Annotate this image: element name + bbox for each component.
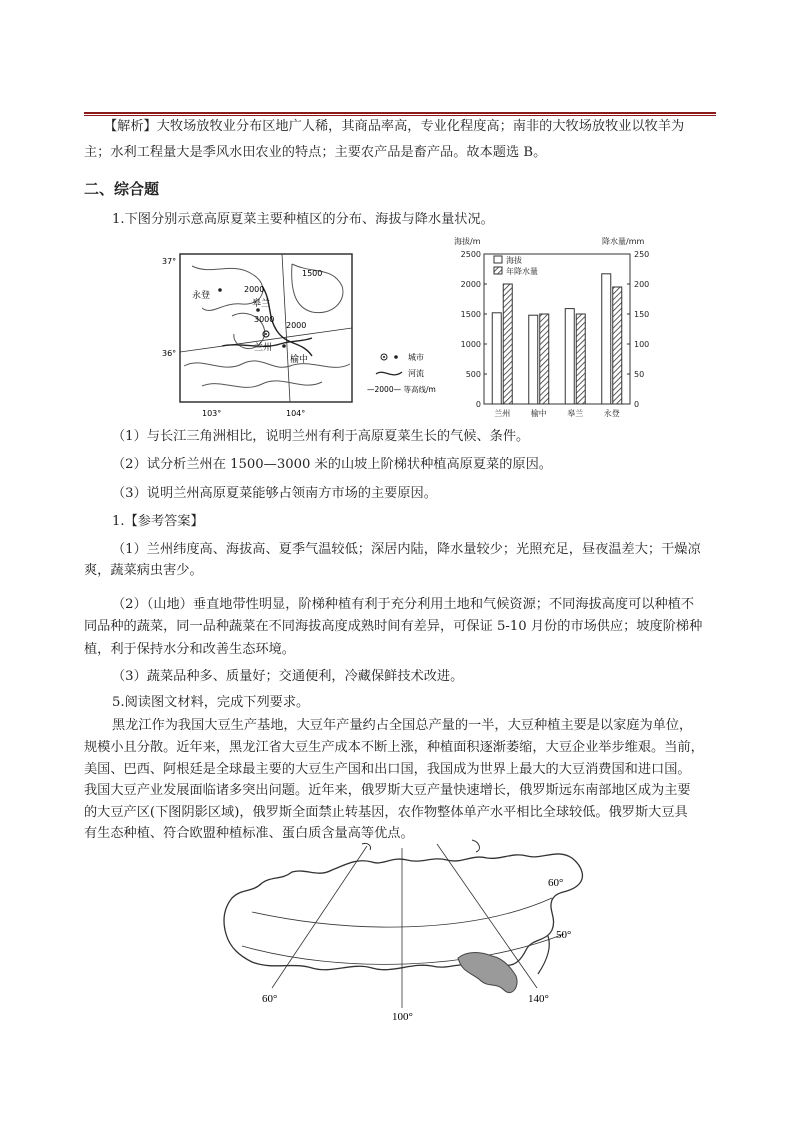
- lon-140-label: 140°: [528, 993, 549, 1005]
- contour-1500-label: 1500: [302, 269, 323, 278]
- left-tick-label: 2500: [460, 250, 481, 259]
- altitude-precip-chart: [452, 234, 702, 424]
- q5-para-line-4: 我国大豆产业发展面临诸多突出问题。近年来，俄罗斯大豆产量快速增长，俄罗斯远东南部地区成为主要: [84, 783, 691, 798]
- lon-104-label: 104°: [286, 409, 306, 418]
- bar-altitude: [492, 313, 501, 404]
- answer-2-line-1: （2）（山地）垂直地带性明显，阶梯种植有利于充分利用土地和气候资源；不同海拔高度可以种植不: [112, 597, 695, 612]
- bar-altitude: [529, 315, 538, 404]
- right-tick-label: 200: [634, 280, 650, 289]
- category-label: 皋兰: [567, 409, 584, 418]
- answer-title: 1.【参考答案】: [112, 514, 204, 529]
- right-tick-label: 150: [634, 310, 650, 319]
- answer-2-line-3: 植，利于保持水分和改善生态环境。: [84, 642, 295, 657]
- q5-stem: 5.阅读图文材料，完成下列要求。: [112, 695, 310, 710]
- lon-60-label: 60°: [262, 993, 278, 1005]
- city-yongdeng-label: 永登: [192, 291, 211, 301]
- q5-para-line-2: 规模小且分散。近年来，黑龙江省大豆生产成本不断上涨，种植面积逐渐萎缩，大豆企业举步维艰。当前，: [84, 740, 704, 755]
- section-title: 二、综合题: [84, 180, 160, 198]
- answer-2-line-2: 同品种的蔬菜，同一品种蔬菜在不同海拔高度成熟时间有差异，可保证 5-10 月份的市场供应；坡度阶梯种: [84, 619, 703, 634]
- left-tick-label: 500: [465, 370, 481, 379]
- lat-36-label: 36°: [162, 349, 177, 358]
- q5-para-line-3: 美国、巴西、阿根廷是全球最主要的大豆生产国和出口国，我国成为世界上最大的大豆消费国和进口国。: [84, 762, 691, 777]
- contour-3000-label: 3000: [254, 315, 275, 324]
- lat-50-label: 50°: [556, 929, 572, 941]
- answer-1-line-1: （1）兰州纬度高、海拔高、夏季气温较低；深居内陆，降水量较少；光照充足，昼夜温差大；干燥凉: [112, 542, 701, 557]
- legend-city-label: 城市: [408, 353, 424, 362]
- bar-precipitation: [613, 287, 622, 404]
- q1-sub1: （1）与长江三角洲相比，说明兰州有利于高原夏菜生长的气候、条件。: [112, 429, 530, 444]
- legend-river-label: 河流: [408, 369, 424, 378]
- right-tick-label: 50: [634, 370, 645, 379]
- q5-para-line-6: 有生态种植、符合欧盟种植标准、蛋白质含量高等优点。: [84, 826, 414, 841]
- lon-100-label: 100°: [392, 1011, 413, 1023]
- left-tick-label: 2000: [460, 280, 481, 289]
- answer-1-line-2: 爽，蔬菜病虫害少。: [84, 563, 203, 578]
- legend-precip-swatch: [494, 267, 502, 274]
- lat-37-label: 37°: [162, 257, 177, 266]
- bar-altitude: [565, 309, 574, 404]
- bar-precipitation: [503, 284, 512, 404]
- lanzhou-map: [162, 246, 462, 422]
- category-label: 兰州: [494, 409, 511, 418]
- right-tick-label: 250: [634, 250, 650, 259]
- city-yuzhong-label: 榆中: [290, 355, 309, 365]
- russia-map: [212, 838, 602, 1028]
- legend-altitude-swatch: [494, 256, 502, 263]
- category-label: 永登: [603, 409, 620, 418]
- legend-precip-label: 年降水量: [506, 267, 538, 276]
- bar-altitude: [602, 274, 611, 404]
- q5-para-line-5: 的大豆产区(下图阴影区域)，俄罗斯全面禁止转基因，农作物整体单产水平相比全球较低。俄罗斯大豆具: [84, 805, 688, 820]
- q1-sub2: （2）试分析兰州在 1500—3000 米的山坡上阶梯状种植高原夏菜的原因。: [112, 457, 552, 472]
- answer-3: （3）蔬菜品种多、质量好；交通便利，冷藏保鲜技术改进。: [112, 669, 464, 684]
- q1-sub3: （3）说明兰州高原夏菜能够占领南方市场的主要原因。: [112, 486, 437, 501]
- analysis-line-2: 主；水利工程量大是季风水田农业的特点；主要农产品是畜产品。故本题选 B。: [84, 145, 547, 160]
- left-tick-label: 1500: [460, 310, 481, 319]
- contour-2000a-label: 2000: [244, 285, 265, 294]
- legend-altitude-label: 海拔: [506, 256, 522, 265]
- right-axis-title: 降水量/mm: [602, 237, 645, 246]
- contour-2000b-label: 2000: [286, 321, 307, 330]
- left-tick-label: 0: [475, 400, 481, 409]
- q5-para-line-1: 黑龙江作为我国大豆生产基地，大豆年产量约占全国总产量的一半，大豆种植主要是以家庭为单位，: [112, 718, 693, 733]
- q1-stem: 1.下图分别示意高原夏菜主要种植区的分布、海拔与降水量状况。: [112, 212, 494, 227]
- left-axis-title: 海拔/m: [454, 237, 481, 246]
- city-gaolan-label: 皋兰: [252, 299, 271, 309]
- left-tick-label: 1000: [460, 340, 481, 349]
- bar-precipitation: [540, 314, 549, 404]
- analysis-line-1: 【解析】大牧场放牧业分布区地广人稀，其商品率高，专业化程度高；南非的大牧场放牧业以牧羊为: [104, 119, 685, 134]
- bar-precipitation: [576, 314, 585, 404]
- right-tick-label: 100: [634, 340, 650, 349]
- lon-103-label: 103°: [202, 409, 222, 418]
- lat-60-label: 60°: [548, 877, 564, 889]
- city-lanzhou-label: 兰州: [254, 343, 273, 353]
- legend-contour-label: —2000— 等高线/m: [367, 385, 436, 394]
- right-tick-label: 0: [634, 400, 640, 409]
- category-label: 榆中: [530, 409, 547, 418]
